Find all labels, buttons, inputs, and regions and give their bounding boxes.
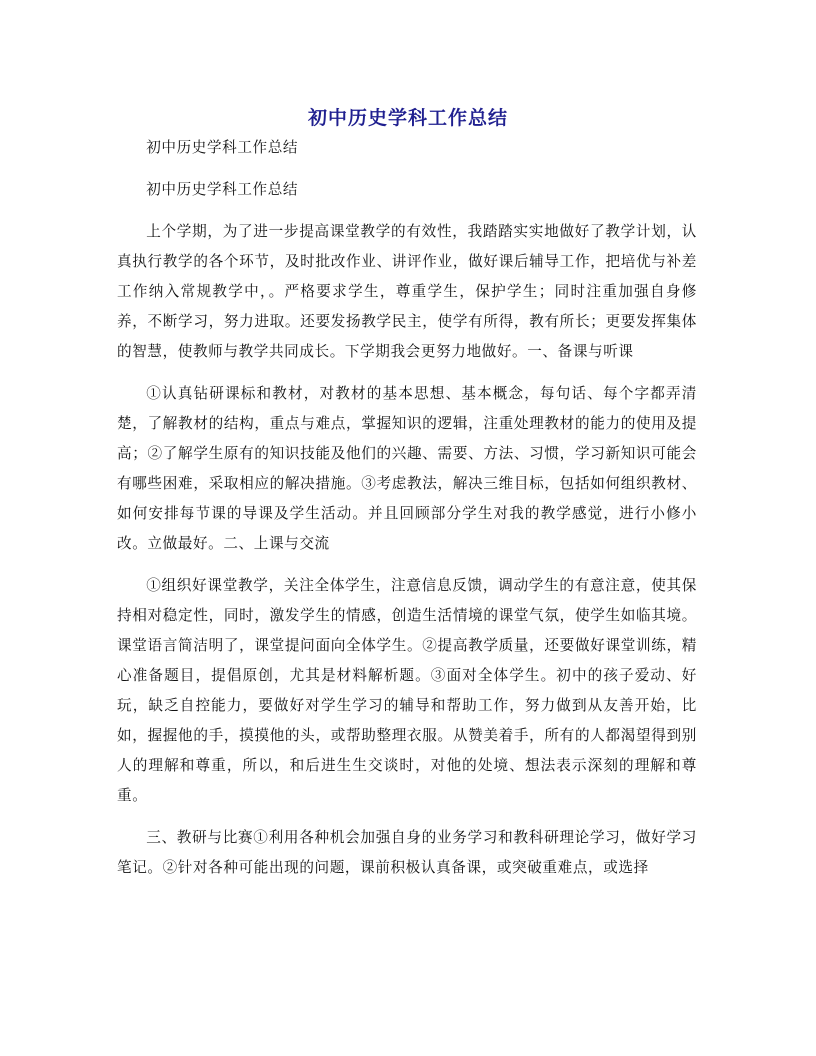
paragraph-research: 三、教研与比赛①利用各种机会加强自身的业务学习和教科研理论学习，做好学习笔记。②针对各种可能出现的问题，课前积极认真备课，或突破重难点，或选择 [117,829,697,876]
document-title: 初中历史学科工作总结 [307,107,508,129]
paragraph-heading-1: 初中历史学科工作总结 [146,139,299,156]
paragraph-intro: 上个学期，为了进一步提高课堂教学的有效性，我踏踏实实地做好了教学计划，认真执行教学的各个环节，及时批改作业、讲评作业，做好课后辅导工作，把培优与补差工作纳入常规教学中，。严格要求学生，尊重学生，保护学生；同时注重加强自身修养，不断学习，努力进取。还要发扬教学民主，使学有所得，教有所长；更要发挥集体的智慧，使教师与教学共同成长。下学期我会更努力地做好。一、备课与听课 [117,223,697,360]
paragraph-classroom: ①组织好课堂教学，关注全体学生，注意信息反馈，调动学生的有意注意，使其保持相对稳定性，同时，激发学生的情感，创造生活情境的课堂气氛，使学生如临其境。课堂语言简洁明了，课堂提问面向全体学生。②提高教学质量，还要做好课堂训练，精心准备题目，提倡原创，尤其是材料解析题。③面对全体学生。初中的孩子爱动、好玩，缺乏自控能力，要做好对学生学习的辅导和帮助工作，努力做到从友善开始，比如，握握他的手，摸摸他的头，或帮助整理衣服。从赞美着手，所有的人都渴望得到别人的理解和尊重，所以，和后进生生交谈时，对他的处境、想法表示深刻的理解和尊重。 [117,577,697,804]
paragraph-lesson-prep: ①认真钻研课标和教材，对教材的基本思想、基本概念，每句话、每个字都弄清楚，了解教材的结构，重点与难点，掌握知识的逻辑，注重处理教材的能力的使用及提高；②了解学生原有的知识技能及他们的兴趣、需要、方法、习惯，学习新知识可能会有哪些困难，采取相应的解决措施。③考虑教法，解决三维目标，包括如何组织教材、如何安排每节课的导课及学生活动。并且回顾部分学生对我的教学感觉，进行小修小改。立做最好。二、上课与交流 [117,385,697,552]
paragraph-heading-2: 初中历史学科工作总结 [146,181,299,198]
document-body [117,133,697,895]
